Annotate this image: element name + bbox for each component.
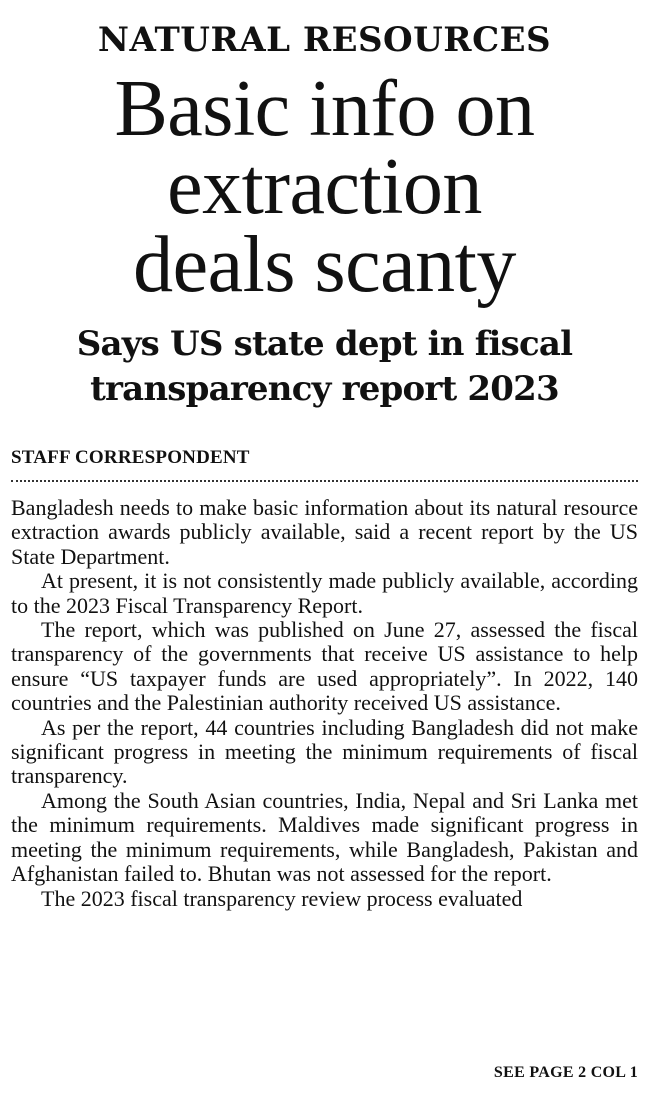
headline-line: deals scanty	[133, 221, 516, 309]
headline-line: Basic info on	[114, 65, 535, 153]
subheadline-line: transparency report 2023	[90, 369, 559, 409]
subheadline	[0, 322, 649, 412]
dotted-divider	[11, 480, 638, 482]
headline	[0, 65, 649, 309]
body-paragraph: The 2023 fiscal transparency review process evaluated	[41, 885, 523, 911]
section-kicker: NATURAL RESOURCES	[97, 20, 552, 60]
body-paragraph: Bangladesh needs to make basic information about its natural resource extraction awards publicly available, said a recent report by the US State Department.	[11, 495, 638, 569]
headline-line: extraction	[167, 143, 482, 231]
byline: STAFF CORRESPONDENT	[11, 447, 250, 468]
article-body	[11, 496, 638, 911]
body-paragraph: The report, which was published on June 27, assessed the fiscal transparency of the governments that receive US assistance to help ensure “US taxpayer funds are used appropriately”. In 2022, 140 countries and the Palestinian authority received US assistance.	[11, 617, 638, 716]
continuation-jump-line[interactable]: SEE PAGE 2 COL 1	[493, 1064, 638, 1081]
body-paragraph: Among the South Asian countries, India, Nepal and Sri Lanka met the minimum requirements. Maldives made significant progress in meeting the minimum requirements, while Bangladesh, Pakistan and Afghanistan failed to. Bhutan was not assessed for the report.	[11, 787, 638, 887]
subheadline-line: Says US state dept in fiscal	[76, 324, 573, 364]
body-paragraph: As per the report, 44 countries including Bangladesh did not make significant progress in meeting the minimum requirements of fiscal transparency.	[11, 714, 638, 789]
body-paragraph: At present, it is not consistently made publicly available, according to the 2023 Fiscal Transparency Report.	[11, 568, 638, 618]
